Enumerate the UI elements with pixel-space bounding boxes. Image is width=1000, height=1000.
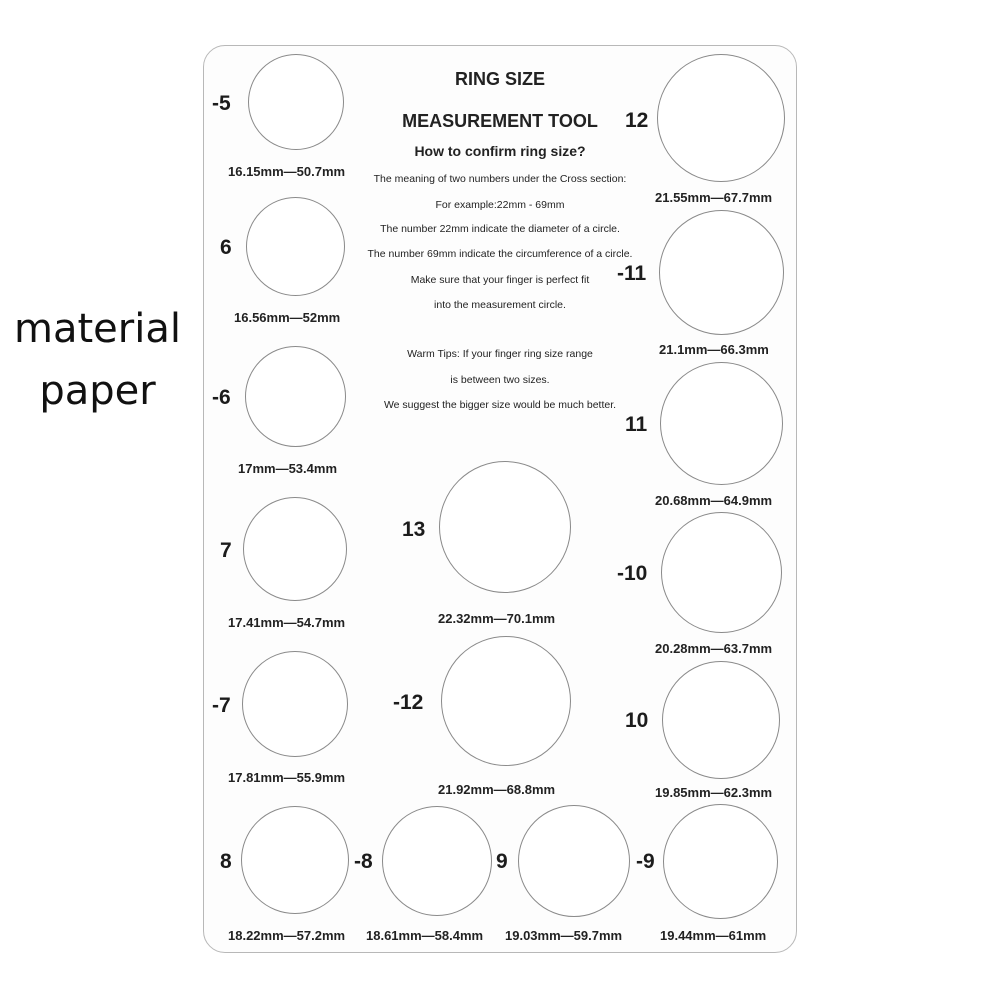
ring-circle-size-13: [439, 461, 571, 593]
instruction-line: Make sure that your finger is perfect fit: [410, 274, 590, 286]
ring-size-label: -7: [212, 694, 231, 717]
ring-size-label: -9: [636, 850, 655, 873]
ring-circle-size-minus8: [382, 806, 492, 916]
tip-line: Warm Tips: If your finger ring size range: [407, 348, 593, 360]
ring-dimensions: 17.41mm—54.7mm: [228, 615, 346, 630]
ring-dimensions: 19.85mm—62.3mm: [655, 785, 773, 800]
ring-circle-size-11: [660, 362, 783, 485]
ring-dimensions: 19.03mm—59.7mm: [505, 928, 623, 943]
instruction-line: into the measurement circle.: [434, 299, 566, 311]
ring-circle-size-minus11: [659, 210, 784, 335]
ring-size-label: 11: [625, 413, 648, 436]
ring-size-label: -8: [354, 850, 373, 873]
ring-circle-size-9: [518, 805, 630, 917]
ring-dimensions: 20.68mm—64.9mm: [655, 493, 773, 508]
tip-line: We suggest the bigger size would be much better.: [383, 399, 617, 411]
ring-circle-size-minus12: [441, 636, 571, 766]
instruction-line: For example:22mm - 69mm: [435, 199, 565, 211]
ring-dimensions: 19.44mm—61mm: [660, 928, 767, 943]
ring-circle-size-minus9: [663, 804, 778, 919]
title-measurement-tool: MEASUREMENT TOOL: [402, 111, 598, 131]
ring-dimensions: 20.28mm—63.7mm: [655, 641, 773, 656]
ring-dimensions: 18.22mm—57.2mm: [228, 928, 346, 943]
ring-dimensions: 18.61mm—58.4mm: [366, 928, 484, 943]
ring-dimensions: 21.1mm—66.3mm: [659, 342, 769, 357]
ring-dimensions: 17mm—53.4mm: [238, 461, 337, 476]
ring-size-label: 12: [625, 109, 649, 132]
ring-size-label: -12: [393, 691, 424, 714]
subtitle-how-to-confirm: How to confirm ring size?: [414, 143, 586, 159]
ring-size-label: -5: [212, 92, 231, 115]
title-ring-size: RING SIZE: [454, 69, 545, 89]
ring-dimensions: 21.55mm—67.7mm: [655, 190, 773, 205]
ring-dimensions: 21.92mm—68.8mm: [438, 782, 556, 797]
instruction-line: The meaning of two numbers under the Cross section:: [373, 173, 627, 185]
ring-size-label: 6: [220, 236, 232, 259]
ring-circle-size-8: [241, 806, 349, 914]
tip-line: is between two sizes.: [450, 374, 550, 386]
ring-dimensions: 22.32mm—70.1mm: [438, 611, 556, 626]
ring-size-label: 10: [625, 709, 649, 732]
ring-size-label: -11: [617, 262, 647, 285]
ring-size-label: 13: [402, 518, 426, 541]
ring-dimensions: 16.56mm—52mm: [234, 310, 341, 325]
ring-dimensions: 17.81mm—55.9mm: [228, 770, 346, 785]
ring-circle-size-minus6: [245, 346, 346, 447]
ring-dimensions: 16.15mm—50.7mm: [228, 164, 346, 179]
ring-circle-size-6: [246, 197, 345, 296]
ring-circle-size-minus10: [661, 512, 782, 633]
ring-size-label: 9: [496, 850, 508, 873]
ring-circle-size-minus5: [248, 54, 344, 150]
ring-size-label: -10: [617, 562, 648, 585]
material-caption-line2: paper: [39, 368, 156, 414]
instruction-line: The number 22mm indicate the diameter of a circle.: [380, 223, 620, 235]
ring-circle-size-7: [243, 497, 347, 601]
ring-circle-size-10: [662, 661, 780, 779]
material-caption-line1: material: [14, 306, 181, 352]
ring-circle-size-minus7: [242, 651, 348, 757]
ring-size-label: 7: [220, 539, 232, 562]
ring-size-label: -6: [212, 386, 231, 409]
ring-size-label: 8: [220, 850, 232, 873]
ring-circle-size-12: [657, 54, 785, 182]
instruction-line: The number 69mm indicate the circumference of a circle.: [367, 248, 633, 260]
